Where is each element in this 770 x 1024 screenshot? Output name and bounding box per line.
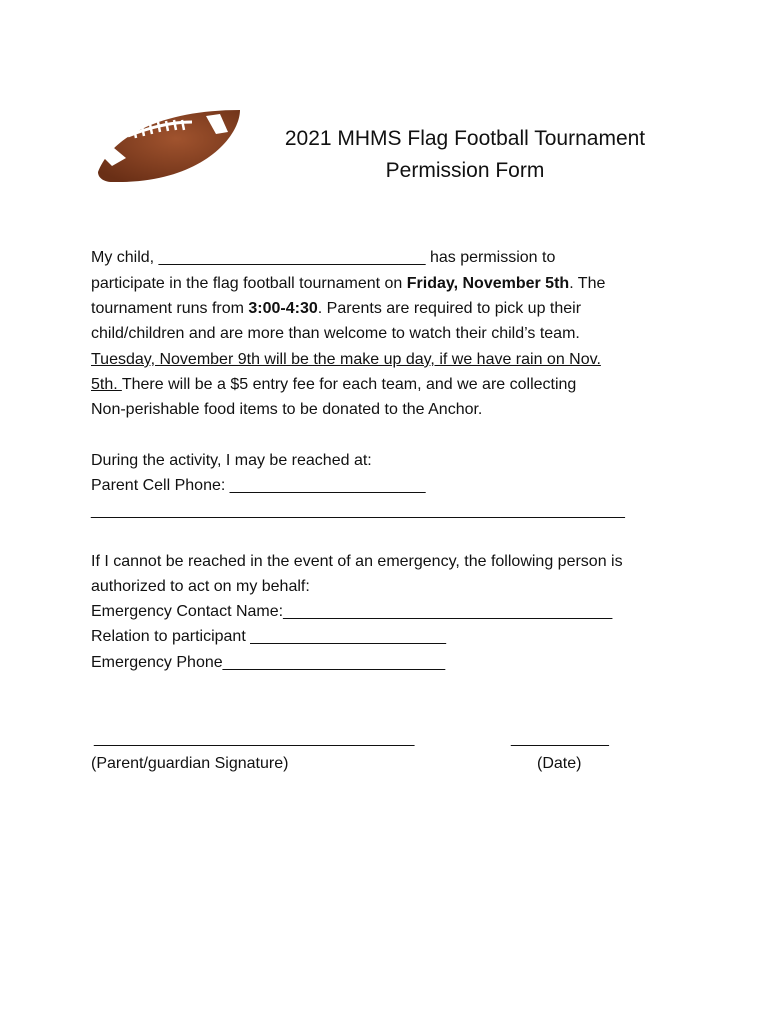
football-image: [92, 106, 242, 186]
text-span: . The: [569, 275, 606, 292]
rain-date-line: Tuesday, November 9th will be the make up day, if we have rain on Nov.: [91, 351, 601, 368]
contact-blank-line: ____________________________________________________________: [91, 502, 625, 519]
emergency-intro-line-1: If I cannot be reached in the event of an emergency, the following person is: [91, 553, 623, 570]
emergency-intro-line-2: authorized to act on my behalf:: [91, 578, 310, 595]
text-span: There will be a $5 entry fee for each team, and we are collecting: [121, 376, 577, 393]
permission-line-7: Non-perishable food items to be donated to the Anchor.: [91, 401, 483, 418]
relation-field: Relation to participant ______________________: [91, 628, 446, 645]
permission-line-1: My child, ______________________________ has permission to: [91, 249, 556, 266]
title-line-2: Permission Form: [385, 159, 545, 182]
parent-cell-phone-field: Parent Cell Phone: ______________________: [91, 477, 426, 494]
date-label: (Date): [537, 755, 582, 772]
signature-line: ____________________________________: [94, 730, 415, 747]
rain-date-end: 5th.: [91, 376, 122, 393]
tournament-date: Friday, November 5th: [406, 275, 570, 292]
emergency-phone-field: Emergency Phone_________________________: [91, 654, 446, 671]
tournament-time: 3:00-4:30: [248, 300, 318, 317]
permission-line-4: child/children and are more than welcome to watch their child’s team.: [91, 325, 580, 342]
text-span: tournament runs from: [91, 300, 249, 317]
permission-line-2: [91, 275, 605, 293]
text-span: . Parents are required to pick up their: [317, 300, 582, 317]
text-span: participate in the flag football tournament on: [91, 275, 407, 292]
signature-label: (Parent/guardian Signature): [91, 755, 289, 772]
permission-line-6: [91, 376, 576, 394]
date-line: ___________: [511, 730, 609, 747]
emergency-contact-name-field: Emergency Contact Name:_____________________________________: [91, 603, 613, 620]
permission-line-3: [91, 300, 581, 318]
contact-intro: During the activity, I may be reached at:: [91, 452, 372, 469]
form-title: [230, 123, 700, 187]
title-line-1: 2021 MHMS Flag Football Tournament: [284, 127, 646, 150]
